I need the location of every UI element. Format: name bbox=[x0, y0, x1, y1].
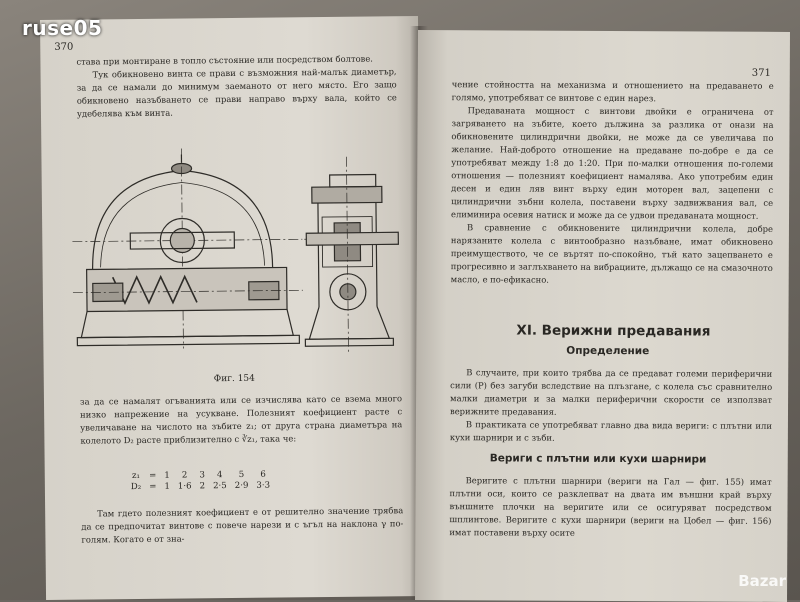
paragraph: Там гдето полезният коефициент е от решително значение трябва да се предпочитат винтове с повече нарези и с ъгъл на наклона γ по-голям. Когато е от зна- bbox=[81, 504, 403, 546]
left-page bbox=[40, 16, 424, 600]
paragraph: чение стойността на механизма и отношението на предаването е голямо, употребяват се винтове с един нарез. bbox=[452, 78, 774, 106]
paragraph: Тук обикновено винта се прави с възможния най-малък диаметър, за да се намали до минимум заеманото от него място. Его защо обикновено назъбването се прави направо върху вала, който се удебелява към винта. bbox=[77, 65, 398, 120]
section-title: XI. Верижни предавания bbox=[516, 323, 710, 340]
table-cell: 1 bbox=[164, 482, 178, 493]
left-mid-text bbox=[80, 392, 403, 447]
right-mid-text bbox=[450, 366, 772, 446]
brand-logo: Bazar bbox=[738, 572, 786, 590]
subsection-title: Определение bbox=[566, 345, 649, 357]
paragraph: Веригите с плътни шарнири (вериги на Гал — фиг. 155) имат плътни оси, които се разклепват на двата им външни край върху външните плочки на веригите или се осигуряват посредством шплинтове. Веригите с кухи шарнири (вериги на Цобел — фиг. 156) имат поставени върху осите bbox=[449, 474, 771, 541]
left-page-number: 370 bbox=[54, 42, 73, 53]
table-cell: = bbox=[149, 482, 164, 493]
paragraph: В сравнение с обикновените цилиндрични колела, добре нарязаните колела с винтообразно назъбване, имат обикновено преимуществото, че се въртят по-спокойно, тъй като зацепването е прогресивно и заглъхването на вибрациите, дължащо се на смазочното масло, е по-ефикасно. bbox=[451, 221, 773, 288]
table-cell: 3 bbox=[199, 470, 213, 481]
table-cell: 5 bbox=[235, 470, 257, 481]
figure-caption: Фиг. 154 bbox=[214, 374, 255, 384]
right-page-number: 371 bbox=[752, 68, 771, 79]
table-cell: 1·6 bbox=[178, 481, 200, 492]
paragraph: става при монтиране в топло състояние или посредством болтове. bbox=[76, 52, 396, 68]
table-cell: 2·5 bbox=[213, 481, 235, 492]
left-bottom-text bbox=[81, 504, 403, 546]
table-cell: 1 bbox=[164, 471, 178, 482]
table-row bbox=[131, 481, 278, 494]
paragraph: В практиката се употребяват главно два вида вериги: с плътни или кухи шарнири и с зъби. bbox=[450, 418, 772, 446]
ratio-table bbox=[131, 470, 278, 494]
table-cell: = bbox=[149, 471, 164, 482]
right-bottom-text bbox=[449, 474, 771, 541]
table-cell: 6 bbox=[256, 470, 278, 481]
left-top-text bbox=[76, 52, 397, 120]
table-cell: 2 bbox=[200, 481, 214, 492]
paragraph: Предаваната мощност с винтови двойки е ограничена от загряването на зъбите, което дължина за разлика от онази на обикновените цилиндрични двойки, не може да се увеличава по желание. Най-доброто отношение на предаване по-добре е да се употребяват между 1:8 до 1:20. При по-малки отношения по-големи отношения — полезният коефициент намалява. Ако употребим един десен и един ляв винт върху един моторен вал, зацепени с цилиндрични зъбни колела, поставени върху задвижвания вал, се елиминира осевия натиск и може да се удвои предаваната мощност. bbox=[451, 104, 774, 223]
table-cell: 4 bbox=[213, 470, 235, 481]
paragraph: В случаите, при които трябва да се предават големи периферични сили (P) без загуби вследствие на плъзгане, с колела със сравнително малки диаметри и за малки периферични скорости се използват верижните предавания. bbox=[450, 366, 772, 420]
table-cell: 3·3 bbox=[256, 481, 278, 492]
subsection2-title: Вериги с плътни или кухи шарнири bbox=[490, 452, 707, 465]
table-cell: D₂ bbox=[131, 482, 149, 493]
table-cell: 2·9 bbox=[235, 481, 257, 492]
worm-gear-drawing bbox=[71, 146, 403, 359]
right-page bbox=[415, 30, 790, 602]
table-cell: 2 bbox=[178, 470, 200, 481]
watermark-text: ruse05 bbox=[22, 16, 102, 40]
paragraph: за да се намалят огъванията или се изчислява като се взема много низко напрежение на усукване. Полезният коефициент расте с увеличаване на числото на зъбите z₁; от друга страна диаметъра на колелото D₂ расте приблизително с ∛z₁, така че: bbox=[80, 392, 403, 447]
table-cell: z₁ bbox=[131, 471, 149, 482]
right-top-text bbox=[451, 78, 774, 288]
